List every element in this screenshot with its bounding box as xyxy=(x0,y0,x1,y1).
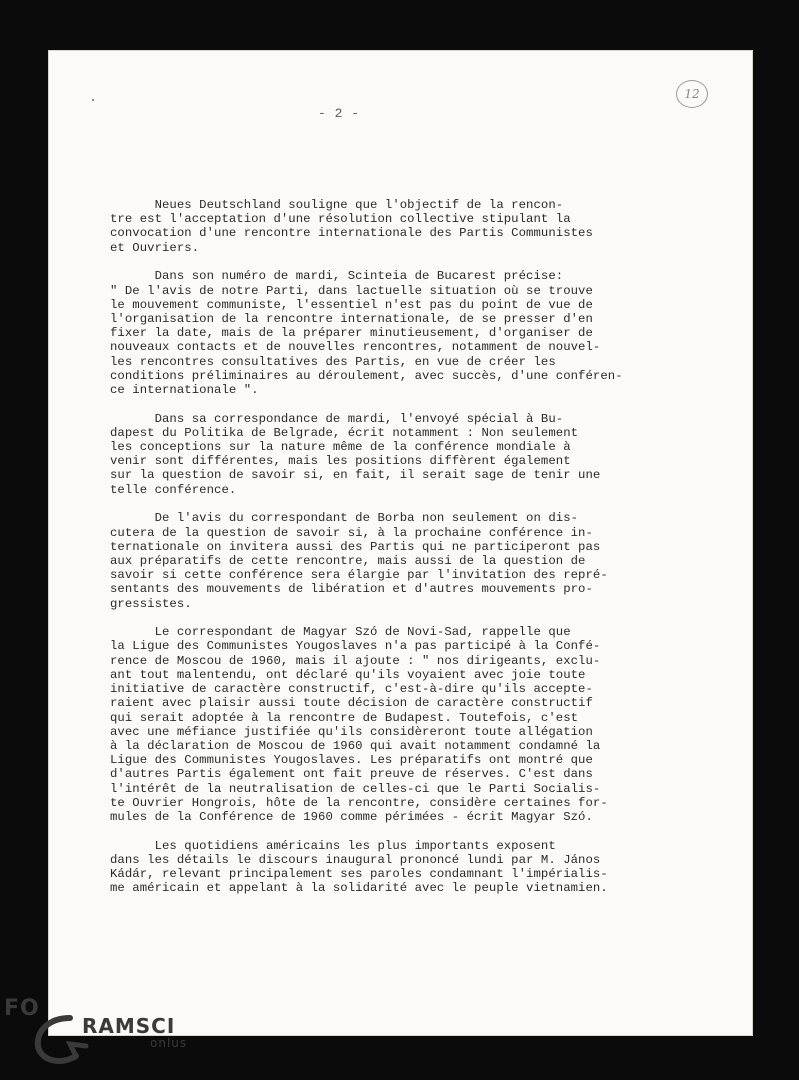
text-line: fixer la date, mais de la préparer minutieusement, d'organiser de xyxy=(110,326,593,341)
watermark-suffix: onlus xyxy=(150,1036,188,1050)
text-line: raient avec plaisir aussi toute décision de caractère constructif xyxy=(110,696,593,711)
text-line: De l'avis du correspondant de Borba non seulement on dis- xyxy=(110,511,579,526)
text-line: dapest du Politika de Belgrade, écrit notamment : Non seulement xyxy=(110,425,579,440)
text-line: rence de Moscou de 1960, mais il ajoute : " nos dirigeants, exclu- xyxy=(110,653,601,668)
text-line: l'organisation de la rencontre internationale, de se presser d'en xyxy=(110,311,593,326)
text-line: sentants des mouvements de libération et d'autres mouvements pro- xyxy=(110,582,593,597)
text-line: les rencontres consultatives des Partis, en vue de créer les xyxy=(110,354,556,369)
archive-watermark-logo xyxy=(0,990,220,1080)
paragraph xyxy=(110,625,710,824)
text-line: te Ouvrier Hongrois, hôte de la rencontre, considère certaines for- xyxy=(110,795,608,810)
paragraph xyxy=(110,839,710,896)
text-line: à la déclaration de Moscou de 1960 qui avait notamment condamné la xyxy=(110,738,601,753)
text-line: ternationale on invitera aussi des Partis qui ne participeront pas xyxy=(110,539,601,554)
text-line: gressistes. xyxy=(110,596,192,611)
text-line: Dans sa correspondance de mardi, l'envoyé spécial à Bu- xyxy=(110,411,564,426)
text-line: convocation d'une rencontre internationale des Partis Communistes xyxy=(110,226,593,241)
text-line: Neues Deutschland souligne que l'objectif de la rencon- xyxy=(110,198,564,212)
watermark-text-left: FO xyxy=(4,996,40,1021)
paragraph xyxy=(110,412,710,497)
document-body xyxy=(110,198,710,910)
text-line: d'autres Partis également ont fait preuve de réserves. C'est dans xyxy=(110,767,593,782)
text-line: Dans son numéro de mardi, Scinteia de Bucarest précise: xyxy=(110,269,564,284)
text-line: aux préparatifs de cette rencontre, mais aussi de la question de xyxy=(110,553,586,568)
text-line: me américain et appelant à la solidarité avec le peuple vietnamien. xyxy=(110,881,608,896)
text-line: venir sont différentes, mais les positions diffèrent également xyxy=(110,454,571,469)
paragraph xyxy=(110,511,710,610)
archive-page-mark: 12 xyxy=(676,80,708,108)
text-line: les conceptions sur la nature même de la conférence mondiale à xyxy=(110,440,571,455)
text-line: Les quotidiens américains les plus importants exposent xyxy=(110,838,556,853)
paragraph xyxy=(110,198,710,255)
text-line: tre est l'acceptation d'une résolution collective stipulant la xyxy=(110,212,571,227)
text-line: Le correspondant de Magyar Szó de Novi-Sad, rappelle que xyxy=(110,625,571,640)
text-line: l'intérêt de la neutralisation de celles-ci que le Parti Socialis- xyxy=(110,781,601,796)
watermark-text-right: RAMSCI xyxy=(82,1014,176,1038)
paper-speck xyxy=(92,99,94,101)
text-line: cutera de la question de savoir si, à la prochaine conférence in- xyxy=(110,525,593,540)
page-number: - 2 - xyxy=(318,106,360,121)
text-line: savoir si cette conférence sera élargie par l'invitation des repré- xyxy=(110,568,608,583)
text-line: le mouvement communiste, l'essentiel n'est pas du point de vue de xyxy=(110,297,593,312)
text-line: et Ouvriers. xyxy=(110,240,200,255)
text-line: nouveaux contacts et de nouvelles rencontres, notamment de nouvel- xyxy=(110,340,601,355)
text-line: initiative de caractère constructif, c'est-à-dire qu'ils accepte- xyxy=(110,682,593,697)
text-line: " De l'avis de notre Parti, dans lactuelle situation où se trouve xyxy=(110,283,593,298)
text-line: qui serait adoptée à la rencontre de Budapest. Toutefois, c'est xyxy=(110,710,579,725)
text-line: dans les détails le discours inaugural prononcé lundi par M. János xyxy=(110,852,601,867)
text-line: conditions préliminaires au déroulement, avec succès, d'une conféren- xyxy=(110,368,623,383)
text-line: Kádár, relevant principalement ses paroles condamnant l'impérialis- xyxy=(110,867,608,882)
text-line: ce internationale ". xyxy=(110,382,259,397)
paragraph xyxy=(110,269,710,397)
text-line: telle conférence. xyxy=(110,482,237,497)
text-line: avec une méfiance justifiée qu'ils considèreront toute allégation xyxy=(110,724,593,739)
text-line: Ligue des Communistes Yougoslaves. Les préparatifs ont montré que xyxy=(110,753,593,768)
text-line: la Ligue des Communistes Yougoslaves n'a pas participé à la Confé- xyxy=(110,639,601,654)
text-line: mules de la Conférence de 1960 comme périmées - écrit Magyar Szó. xyxy=(110,809,593,824)
text-line: sur la question de savoir si, en fait, il serait sage de tenir une xyxy=(110,468,601,483)
text-line: ant tout malentendu, ont déclaré qu'ils voyaient avec joie toute xyxy=(110,667,586,682)
